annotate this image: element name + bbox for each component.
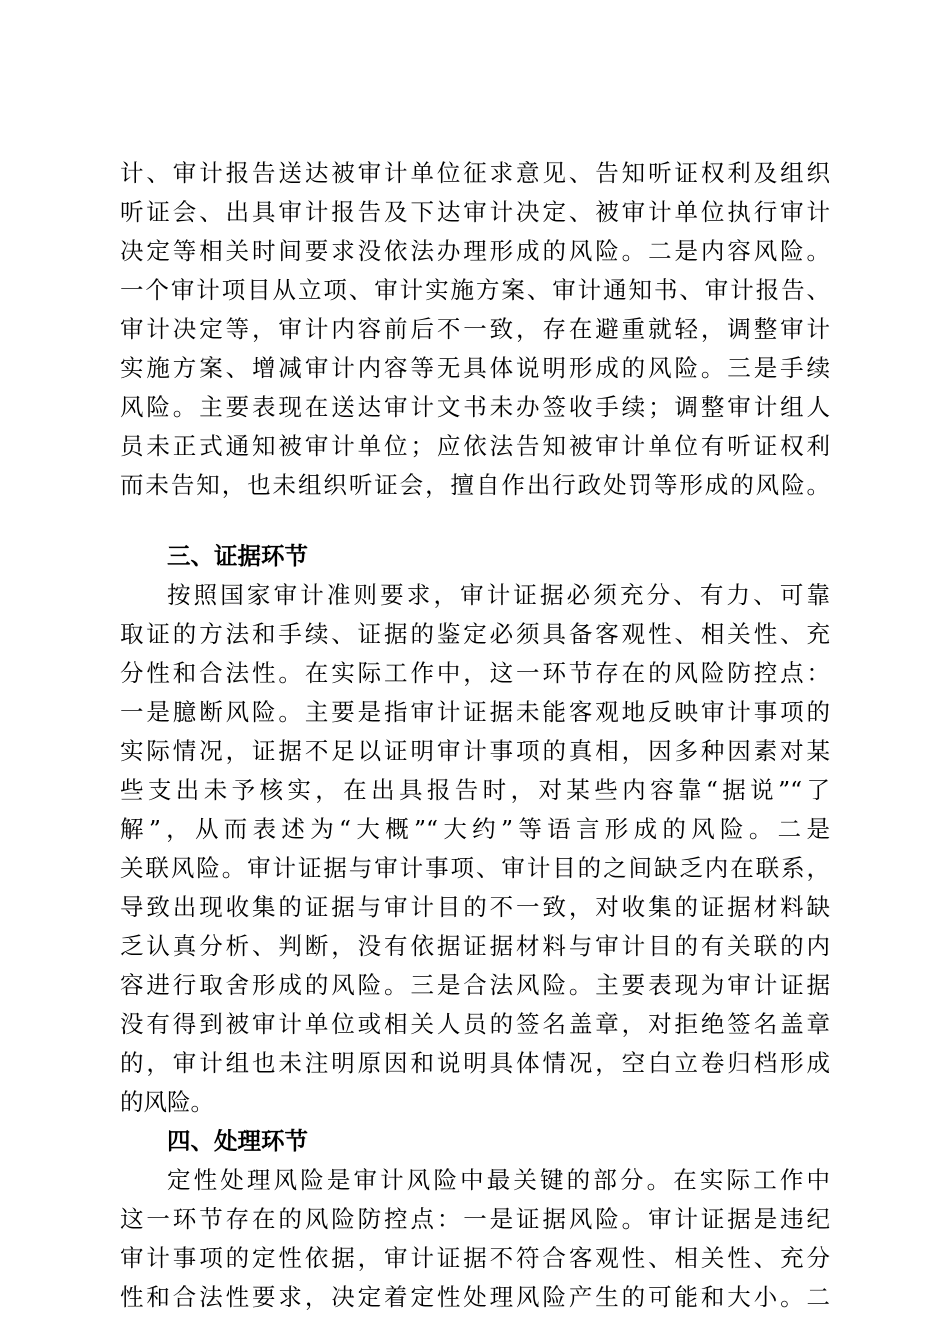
paragraph-line: 计、审计报告送达被审计单位征求意见、告知听证权利及组织 — [120, 159, 830, 187]
paragraph-line: 按照国家审计准则要求，审计证据必须充分、有力、可靠 — [167, 581, 830, 609]
paragraph-line: 一是臆断风险。主要是指审计证据未能客观地反映审计事项的 — [120, 698, 830, 726]
paragraph-line: 审计事项的定性依据，审计证据不符合客观性、相关性、充分 — [120, 1244, 830, 1272]
paragraph-line: 风险。主要表现在送达审计文书未办签收手续；调整审计组人 — [120, 393, 830, 421]
paragraph-line: 乏认真分析、判断，没有依据证据材料与审计目的有关联的内 — [120, 932, 830, 960]
paragraph-line: 实际情况，证据不足以证明审计事项的真相，因多种因素对某 — [120, 737, 830, 765]
paragraph-line: 容进行取舍形成的风险。三是合法风险。主要表现为审计证据 — [120, 971, 830, 999]
paragraph-line: 没有得到被审计单位或相关人员的签名盖章，对拒绝签名盖章 — [120, 1010, 830, 1038]
paragraph-line: 员未正式通知被审计单位；应依法告知被审计单位有听证权利 — [120, 432, 830, 460]
section-heading: 四、处理环节 — [167, 1127, 308, 1155]
paragraph-line: 实施方案、增减审计内容等无具体说明形成的风险。三是手续 — [120, 354, 830, 382]
paragraph-line: 分性和合法性。在实际工作中，这一环节存在的风险防控点： — [120, 659, 830, 687]
paragraph-line: 而未告知，也未组织听证会，擅自作出行政处罚等形成的风险。 — [120, 471, 830, 499]
paragraph-line: 一个审计项目从立项、审计实施方案、审计通知书、审计报告、 — [120, 276, 830, 304]
paragraph-line: 这一环节存在的风险防控点：一是证据风险。审计证据是违纪 — [120, 1205, 830, 1233]
paragraph-line: 些支出未予核实，在出具报告时，对某些内容靠“据说”“了 — [120, 776, 830, 804]
paragraph-line: 听证会、出具审计报告及下达审计决定、被审计单位执行审计 — [120, 198, 830, 226]
paragraph-line: 决定等相关时间要求没依法办理形成的风险。二是内容风险。 — [120, 237, 830, 265]
paragraph-line: 取证的方法和手续、证据的鉴定必须具备客观性、相关性、充 — [120, 620, 830, 648]
paragraph-line: 审计决定等，审计内容前后不一致，存在避重就轻，调整审计 — [120, 315, 830, 343]
paragraph-line: 的，审计组也未注明原因和说明具体情况，空白立卷归档形成 — [120, 1049, 830, 1077]
paragraph-line: 的风险。 — [120, 1088, 214, 1116]
paragraph-line: 关联风险。审计证据与审计事项、审计目的之间缺乏内在联系， — [120, 854, 830, 882]
paragraph-line: 定性处理风险是审计风险中最关键的部分。在实际工作中 — [167, 1166, 830, 1194]
paragraph-line: 解”，从而表述为“大概”“大约”等语言形成的风险。二是 — [120, 815, 830, 843]
section-heading: 三、证据环节 — [167, 542, 308, 570]
paragraph-line: 导致出现收集的证据与审计目的不一致，对收集的证据材料缺 — [120, 893, 830, 921]
paragraph-line: 性和合法性要求，决定着定性处理风险产生的可能和大小。二 — [120, 1283, 830, 1311]
